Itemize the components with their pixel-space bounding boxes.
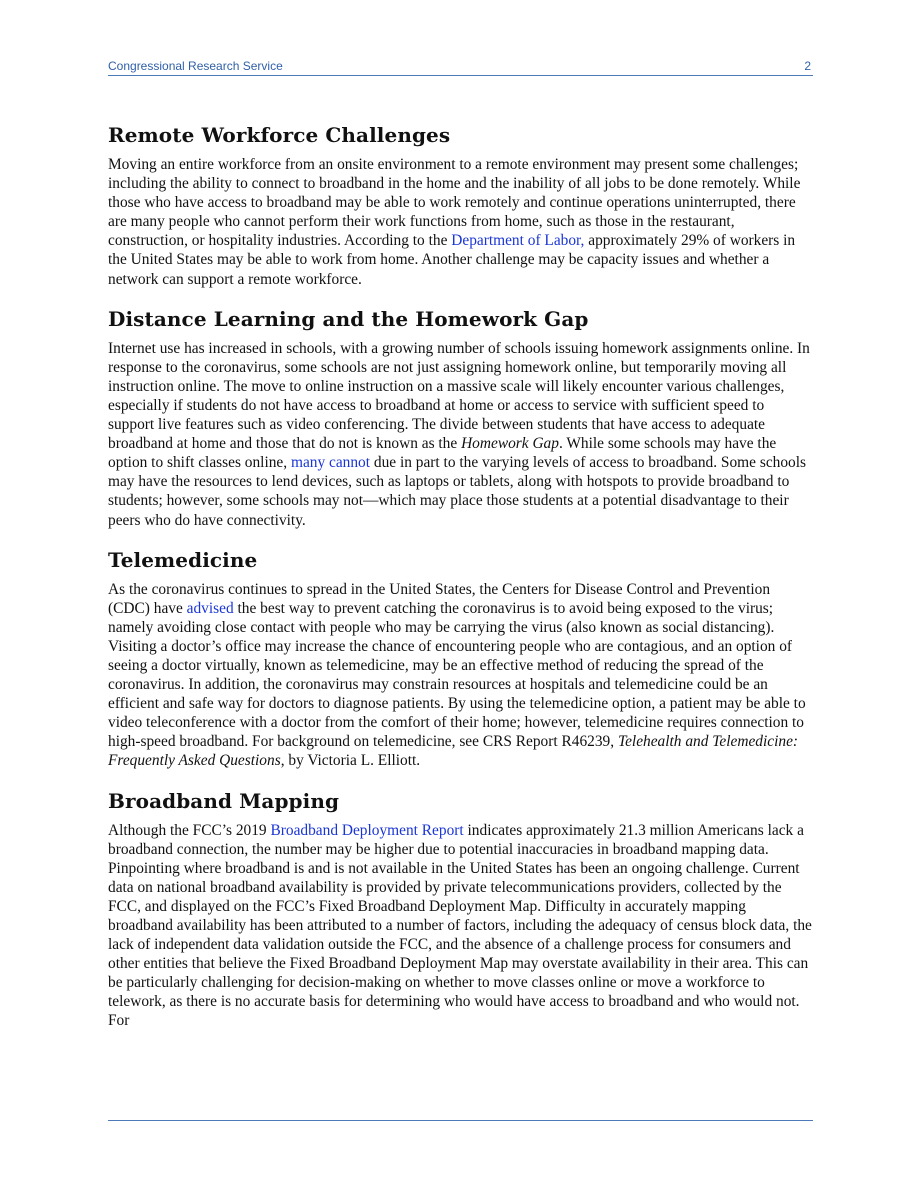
link-advised[interactable]: advised	[186, 599, 234, 617]
paragraph-distance-learning	[108, 339, 813, 530]
running-header	[108, 59, 813, 76]
link-broadband-deployment-report[interactable]: Broadband Deployment Report	[270, 821, 464, 839]
text-run: indicates approximately 21.3 million Americans lack a broadband connection, the number may be higher due to potential inaccuracies in broadband mapping data. Pinpointing where broadband is and is not available in the United States has been an ongoing challenge. Current data on national broadband availability is provided by private telecommunications providers, collected by the FCC, and displayed on the FCC’s Fixed Broadband Deployment Map. Difficulty in accurately mapping broadband availability has been attributed to a number of factors, including the adequacy of census block data, the lack of independent data validation outside the FCC, and the absence of a challenge process for consumers and other entities that believe the Fixed Broadband Deployment Map may overstate availability in their area. This can be particularly challenging for decision-making on whether to move classes online or move a workforce to telework, as there is no accurate basis for determining who would have access to broadband and who would not. For	[108, 821, 812, 1030]
section-remote-workforce	[108, 121, 813, 289]
paragraph-remote-workforce	[108, 155, 813, 289]
section-broadband-mapping	[108, 787, 813, 1031]
section-distance-learning	[108, 305, 813, 530]
text-run: Moving an entire workforce from an onsite environment to a remote environment may present some challenges; including the ability to connect to broadband in the home and the inability of all jobs to be done remotely. While those who have access to broadband may be able to work remotely and continue operations uninterrupted, there are many people who cannot perform their work functions from home, such as those in the restaurant, construction, or hospitality industries. According to the	[108, 156, 801, 250]
section-telemedicine	[108, 546, 813, 771]
link-department-of-labor[interactable]: Department of Labor,	[451, 232, 585, 250]
footer-rule	[108, 1120, 813, 1121]
text-run: approximately 29% of workers in the United States may be able to work from home. Another challenge may be capacity issues and whether a network can support a remote workforce.	[108, 232, 796, 288]
text-run: Although the FCC’s 2019	[108, 821, 271, 839]
heading-remote-workforce: Remote Workforce Challenges	[108, 123, 451, 147]
text-run: , by Victoria L. Elliott.	[280, 752, 421, 770]
heading-distance-learning: Distance Learning and the Homework Gap	[108, 306, 589, 331]
text-run: the best way to prevent catching the coronavirus is to avoid being exposed to the virus; namely avoiding close contact with people who may be carrying the virus (also known as social distancing). Visiting a doctor’s office may increase the chance of encountering people who are contagious, and an option of seeing a doctor virtually, known as telemedicine, may be an effective method of reducing the spread of the coronavirus. In addition, the coronavirus may constrain resources at hospitals and telemedicine could be an efficient and safe way for doctors to diagnose patients. By using the telemedicine option, a patient may be able to video teleconference with a doctor from the comfort of their home; however, telemedicine requires connection to high-speed broadband. For background on telemedicine, see CRS Report R46239,	[108, 599, 806, 751]
text-run: due in part to the varying levels of access to broadband. Some schools may have the resources to lend devices, such as laptops or tablets, along with hotspots to provide broadband to students; however, some schools may not—which may place those students at a potential disadvantage to their peers who do have connectivity.	[108, 454, 807, 529]
paragraph-broadband-mapping	[108, 821, 813, 1031]
link-many-cannot[interactable]: many cannot	[290, 454, 371, 472]
italic-report-title: Telehealth and Telemedicine: Frequently Asked Questions	[108, 733, 799, 770]
text-run: . While some schools may have the option to shift classes online,	[108, 435, 777, 472]
paragraph-telemedicine	[108, 580, 813, 771]
body-content	[108, 121, 813, 1047]
heading-telemedicine: Telemedicine	[108, 547, 258, 572]
text-run: Internet use has increased in schools, with a growing number of schools issuing homework assignments online. In response to the coronavirus, some schools are not just assigning homework online, but temporarily moving all instruction online. The move to online instruction on a massive scale will likely encounter various challenges, especially if students do not have access to broadband at home or access to service with sufficient speed to support live features such as video conferencing. The divide between students that have access to adequate broadband at home and those that do not is known as the	[108, 339, 810, 453]
text-run: As the coronavirus continues to spread in the United States, the Centers for Disease Control and Prevention (CDC) have	[108, 580, 771, 617]
italic-homework-gap: Homework Gap	[461, 435, 559, 453]
header-organization: Congressional Research Service	[108, 59, 283, 73]
heading-broadband-mapping: Broadband Mapping	[108, 788, 340, 813]
header-page-number: 2	[804, 59, 811, 73]
